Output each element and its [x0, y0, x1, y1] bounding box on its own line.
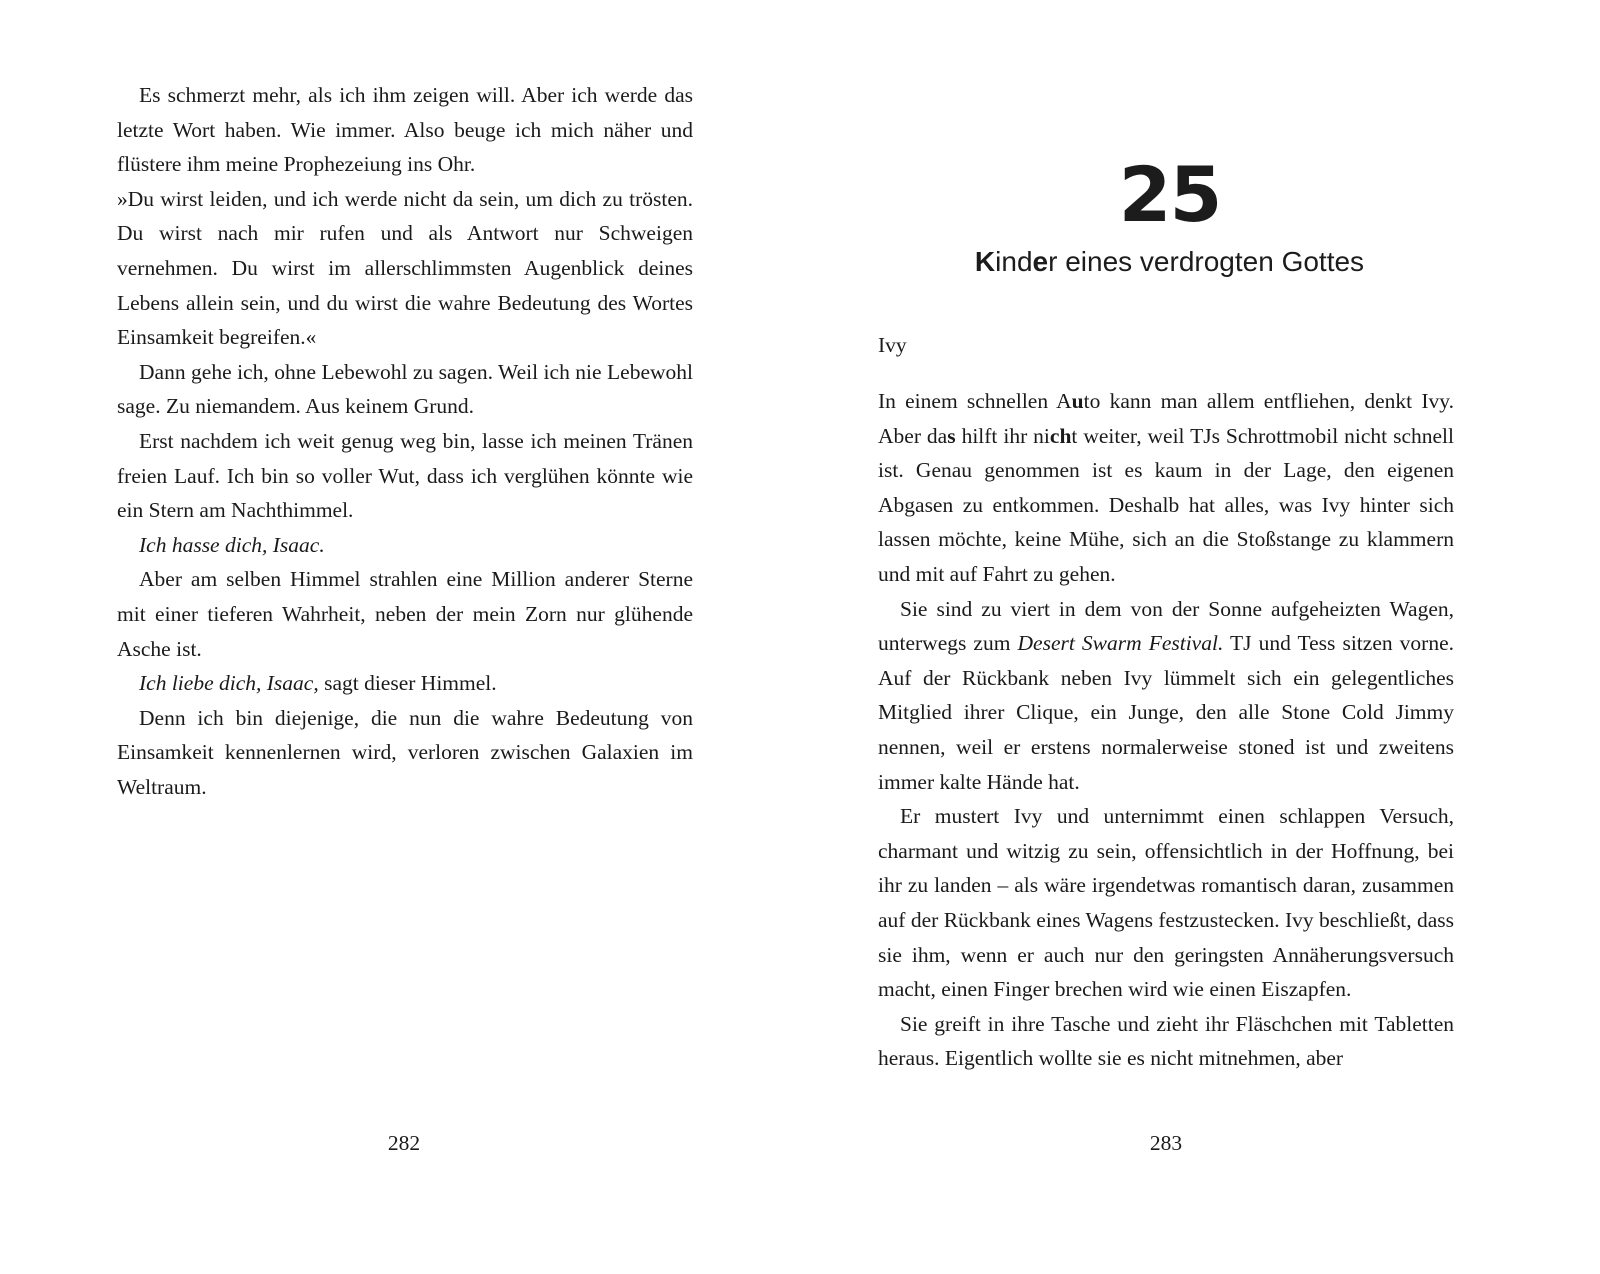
paragraph-text: t weiter, weil TJs Schrottmobil nicht schnell ist. Genau genommen ist es kaum in der Lage, den eigenen Abgasen zu entkommen. Deshalb hat alles, was Ivy hinter sich lassen möchte, keine Mühe, sich an die Stoßstange zu klammern und mit auf Fahrt zu gehen. [878, 423, 1454, 586]
paragraph [117, 182, 693, 355]
chapter-title-text: ind [995, 246, 1033, 277]
paragraph-text: Es schmerzt mehr, als ich ihm zeigen will. Aber ich werde das letzte Wort haben. Wie immer. Also beuge ich mich näher und flüstere ihm meine Prophezeiung ins Ohr. [117, 83, 693, 177]
left-page-text [117, 78, 693, 804]
paragraph [878, 799, 1454, 1007]
paragraph-text: hilft ihr ni [955, 423, 1050, 448]
paragraph [117, 424, 693, 528]
italic-text: Desert Swarm Festival. [1017, 631, 1224, 656]
paragraph [878, 1007, 1454, 1076]
bold-letter: ch [1049, 423, 1072, 448]
bold-letter: u [1071, 389, 1084, 413]
paragraph [878, 592, 1454, 800]
paragraph [117, 78, 693, 182]
pov-label: Ivy [878, 333, 907, 357]
right-page-text [878, 384, 1454, 1076]
paragraph-text: sagt dieser Himmel. [318, 671, 497, 696]
paragraph-text: Denn ich bin diejenige, die nun die wahre Bedeutung von Einsamkeit kennenlernen wird, verloren zwischen Galaxien im Weltraum. [117, 705, 693, 799]
paragraph-text: In einem schnellen A [878, 389, 1072, 413]
paragraph-text: Er mustert Ivy und unternimmt einen schlappen Versuch, charmant und witzig zu sein, offensichtlich in der Hoffnung, bei ihr zu landen – als wäre irgendetwas romantisch daran, zusammen auf der Rückbank eines Wagens festzustecken. Ivy beschließt, dass sie ihm, wenn er auch nur den geringsten Annäherungsversuch macht, einen Finger brechen wird wie einen Eiszapfen. [878, 804, 1454, 1002]
paragraph-text: Sie greift in ihre Tasche und zieht ihr Fläschchen mit Tabletten heraus. Eigentlich wollte sie es nicht mitnehmen, aber [878, 1011, 1454, 1071]
paragraph [117, 355, 693, 424]
paragraph-text: Aber am selben Himmel strahlen eine Million anderer Sterne mit einer tieferen Wahrheit, neben der mein Zorn nur glühende Asche ist. [117, 567, 693, 661]
paragraph-text: »Du wirst leiden, und ich werde nicht da sein, um dich zu trösten. Du wirst nach mir rufen und als Antwort nur Schweigen vernehmen. Du wirst im allerschlimmsten Augenblick deines Lebens allein sein, und du wirst die wahre Bedeutung des Wortes Einsamkeit begreifen.« [117, 186, 693, 350]
chapter-title-bold: e [1032, 246, 1049, 277]
chapter-title-bold: K [974, 246, 996, 277]
bold-letter: s [947, 423, 956, 448]
chapter-title [800, 244, 1539, 280]
paragraph [117, 701, 693, 805]
right-page [800, 0, 1600, 1274]
italic-text: Ich liebe dich, Isaac, [139, 671, 319, 696]
paragraph-text: to kann man allem entfliehen, denkt Ivy. Aber da [878, 389, 1454, 448]
paragraph-text: Dann gehe ich, ohne Lebewohl zu sagen. Weil ich nie Lebewohl sage. Zu niemandem. Aus keinem Grund. [117, 359, 693, 419]
page-number: 282 [387, 1131, 421, 1155]
paragraph [117, 666, 693, 701]
chapter-title-text: r eines verdrogten Gottes [1048, 246, 1365, 277]
paragraph-text: Erst nachdem ich weit genug weg bin, lasse ich meinen Tränen freien Lauf. Ich bin so voller Wut, dass ich verglühen könnte wie ein Stern am Nachthimmel. [117, 428, 693, 523]
paragraph-text: TJ und Tess sitzen vorne. Auf der Rückbank neben Ivy lümmelt sich ein gelegentliches Mitglied ihrer Clique, ein Junge, den alle Stone Cold Jimmy nennen, weil er erstens normalerweise stoned ist und zweitens immer kalte Hände hat. [878, 631, 1454, 794]
paragraph [878, 384, 1454, 592]
paragraph [117, 562, 693, 666]
paragraph-text: Sie sind zu viert in dem von der Sonne aufgeheizten Wagen, unterwegs zum [878, 596, 1454, 656]
page-number: 283 [1149, 1131, 1183, 1155]
italic-text: Ich hasse dich, Isaac. [139, 532, 325, 557]
paragraph [117, 528, 693, 563]
chapter-number: 25 [1118, 150, 1221, 239]
